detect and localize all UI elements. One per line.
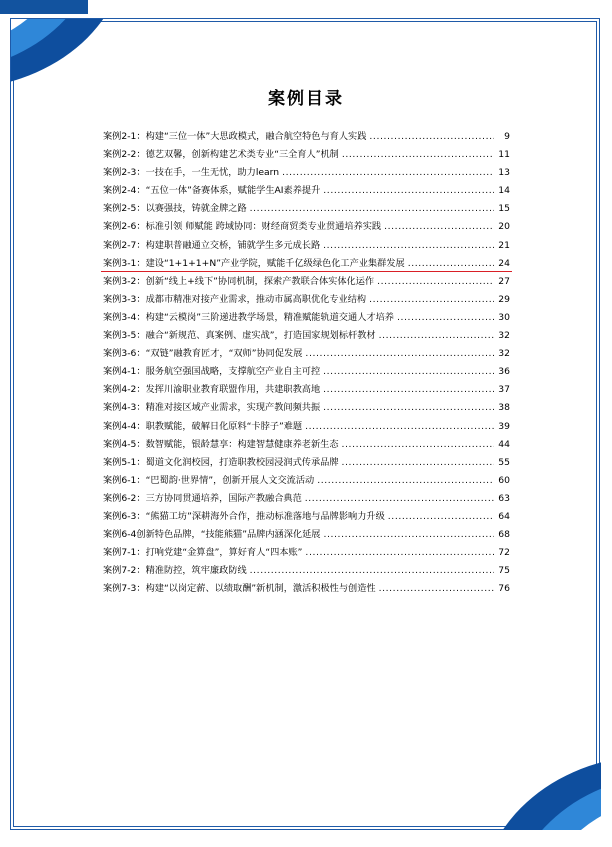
toc-entry-page-number: 21 [498, 239, 510, 251]
toc-entry-page-number: 36 [498, 366, 510, 378]
toc-entry[interactable] [103, 291, 510, 309]
toc-leader-dots [388, 513, 494, 525]
toc-entry-page-number: 15 [498, 203, 510, 215]
top-band-accent [0, 0, 88, 14]
toc-leader-dots [397, 314, 494, 326]
toc-entry-page-number: 32 [498, 348, 510, 360]
toc-leader-dots [317, 477, 494, 489]
toc-leader-dots [323, 187, 494, 199]
toc-entry-page-number: 27 [498, 275, 510, 287]
toc-entry[interactable] [103, 544, 510, 562]
toc-leader-dots [305, 423, 494, 435]
toc-leader-dots [305, 495, 494, 507]
toc-entry-page-number: 14 [498, 185, 510, 197]
toc-entry-page-number: 39 [498, 420, 510, 432]
toc-entry-page-number: 13 [498, 167, 510, 179]
toc-entry-page-number: 32 [498, 330, 510, 342]
toc-entry[interactable] [103, 146, 510, 164]
toc-entry-label: 案例3-3：成都市精准对接产业需求，推动市属高职优化专业结构 [103, 293, 367, 305]
toc-leader-dots [323, 531, 494, 543]
toc-leader-dots [250, 205, 494, 217]
toc-leader-dots [369, 296, 494, 308]
toc-entry[interactable] [103, 164, 510, 182]
toc-leader-dots [408, 260, 494, 272]
toc-entry-label: 案例6-1：“巴蜀韵·世界情”，创新开展人文交流活动 [103, 474, 315, 486]
toc-leader-dots [305, 350, 494, 362]
toc-entry-page-number: 55 [498, 456, 510, 468]
toc-leader-dots [323, 405, 494, 417]
toc-leader-dots [305, 549, 494, 561]
toc-entry[interactable] [103, 309, 510, 327]
toc-entry[interactable] [103, 381, 510, 399]
toc-entry-label: 案例7-3：构建“以岗定薪、以绩取酬”新机制，激活积极性与创造性 [103, 583, 376, 595]
toc-entry[interactable] [103, 472, 510, 490]
toc-entry-page-number: 11 [498, 149, 510, 161]
toc-entry-label: 案例3-4：构建“云模岗”三阶递进教学场景，精准赋能轨道交通人才培养 [103, 311, 394, 323]
toc-entry-label: 案例3-1：建设“1+1+1+N”产业学院，赋能千亿级绿色化工产业集群发展 [103, 257, 405, 269]
toc-entry-label: 案例4-2：发挥川渝职业教育联盟作用，共建职教高地 [103, 384, 321, 396]
toc-leader-dots [377, 278, 494, 290]
toc-entry[interactable] [103, 345, 510, 363]
toc-entry[interactable] [103, 218, 510, 236]
toc-entry-label: 案例4-4：职教赋能，破解日化原料“卡脖子”难题 [103, 420, 303, 432]
toc-leader-dots [282, 169, 494, 181]
toc-entry-page-number: 72 [498, 547, 510, 559]
toc-entry-page-number: 44 [498, 438, 510, 450]
toc-entry[interactable] [103, 454, 510, 472]
toc-entry[interactable] [103, 436, 510, 454]
toc-entry-page-number: 20 [498, 221, 510, 233]
toc-leader-dots [384, 224, 494, 236]
toc-entry[interactable] [103, 273, 510, 291]
toc-entry-label: 案例6-3：“熊猫工坊”深耕海外合作，推动标准落地与品牌影响力升级 [103, 510, 385, 522]
toc-entry-page-number: 75 [498, 565, 510, 577]
toc-entry-page-number: 9 [504, 131, 510, 142]
toc-entry-label: 案例2-3：一技在手，一生无忧，助力learn [103, 167, 280, 179]
page-title: 案例目录 [268, 89, 344, 109]
toc-leader-dots [323, 368, 494, 380]
toc-entry[interactable] [103, 182, 510, 200]
toc-entry[interactable] [103, 399, 510, 417]
toc-entry-page-number: 63 [498, 492, 510, 504]
toc-entry-label: 案例7-2：精准防控，筑牢廉政防线 [103, 565, 247, 577]
toc-entry-label: 案例4-3：精准对接区域产业需求，实现产教间频共振 [103, 402, 321, 414]
top-band-white-gap [88, 0, 612, 14]
toc-entry[interactable] [103, 490, 510, 508]
toc-entry-page-number: 76 [498, 583, 510, 595]
toc-entry-label: 案例2-5：以赛强技，铸就金牌之路 [103, 203, 247, 215]
corner-ornament-top-left [11, 19, 131, 89]
toc-entry[interactable] [103, 200, 510, 218]
toc-entry[interactable] [103, 418, 510, 436]
toc-entry-label: 案例6-4创新特色品牌，“技能熊猫”品牌内涵深化延展 [103, 529, 321, 541]
toc-entry[interactable] [103, 526, 510, 544]
toc-entry[interactable] [103, 363, 510, 381]
toc-entry-page-number: 37 [498, 384, 510, 396]
toc-entry[interactable] [103, 327, 510, 345]
toc-entry-label: 案例2-7：构建职普融通立交桥，铺就学生多元成长路 [103, 239, 321, 251]
toc-entry-page-number: 60 [498, 474, 510, 486]
toc-leader-dots [323, 242, 494, 254]
toc-entry[interactable] [103, 562, 510, 580]
toc-entry-page-number: 64 [498, 510, 510, 522]
toc-entry-page-number: 29 [498, 293, 510, 305]
toc-entry-label: 案例3-2：创新“线上+线下”协同机制，探索产教联合体实体化运作 [103, 275, 375, 287]
toc-entry-label: 案例2-4：“五位一体”备赛体系，赋能学生AI素养提升 [103, 185, 321, 197]
toc-leader-dots [342, 441, 494, 453]
toc-entry-label: 案例2-6：标准引领 师赋能 跨域协同：财经商贸类专业贯通培养实践 [103, 221, 382, 233]
toc-entry-label: 案例7-1：打响党建“金算盘”，算好育人“四本账” [103, 547, 303, 559]
toc-entry-label: 案例4-1：服务航空强国战略，支撑航空产业自主可控 [103, 366, 321, 378]
toc-entry-label: 案例3-5：融合“新规范、真案例、虚实战”，打造国家规划标杆教材 [103, 330, 376, 342]
toc-leader-dots [342, 459, 494, 471]
table-of-contents [103, 128, 510, 598]
toc-entry-page-number: 68 [498, 529, 510, 541]
toc-entry-label: 案例4-5：数智赋能，银龄慧享：构建智慧健康养老新生态 [103, 438, 339, 450]
toc-entry[interactable] [103, 580, 510, 598]
toc-leader-dots [369, 133, 494, 145]
toc-entry[interactable] [103, 255, 510, 273]
toc-leader-dots [379, 332, 494, 344]
toc-leader-dots [342, 151, 494, 163]
toc-entry-label: 案例2-1：构建“三位一体”大思政模式，融合航空特色与育人实践 [103, 131, 367, 142]
toc-entry[interactable] [103, 237, 510, 255]
toc-leader-dots [379, 585, 494, 597]
toc-entry[interactable] [103, 508, 510, 526]
toc-entry-label: 案例5-1：蜀道文化润校园，打造职教校园浸润式传承品牌 [103, 456, 339, 468]
toc-entry-label: 案例3-6：“双链”融教育匠才，“双师”协同促发展 [103, 348, 303, 360]
toc-entry-page-number: 30 [498, 311, 510, 323]
toc-leader-dots [323, 386, 494, 398]
toc-entry[interactable] [103, 128, 510, 146]
toc-entry-label: 案例2-2：德艺双馨，创新构建艺术类专业“三全育人”机制 [103, 149, 339, 161]
toc-entry-label: 案例6-2：三方协同贯通培养，国际产教融合典范 [103, 492, 302, 504]
toc-entry-page-number: 38 [498, 402, 510, 414]
toc-entry-page-number: 24 [498, 257, 510, 269]
toc-leader-dots [250, 567, 494, 579]
corner-ornament-bottom-right [471, 758, 601, 830]
